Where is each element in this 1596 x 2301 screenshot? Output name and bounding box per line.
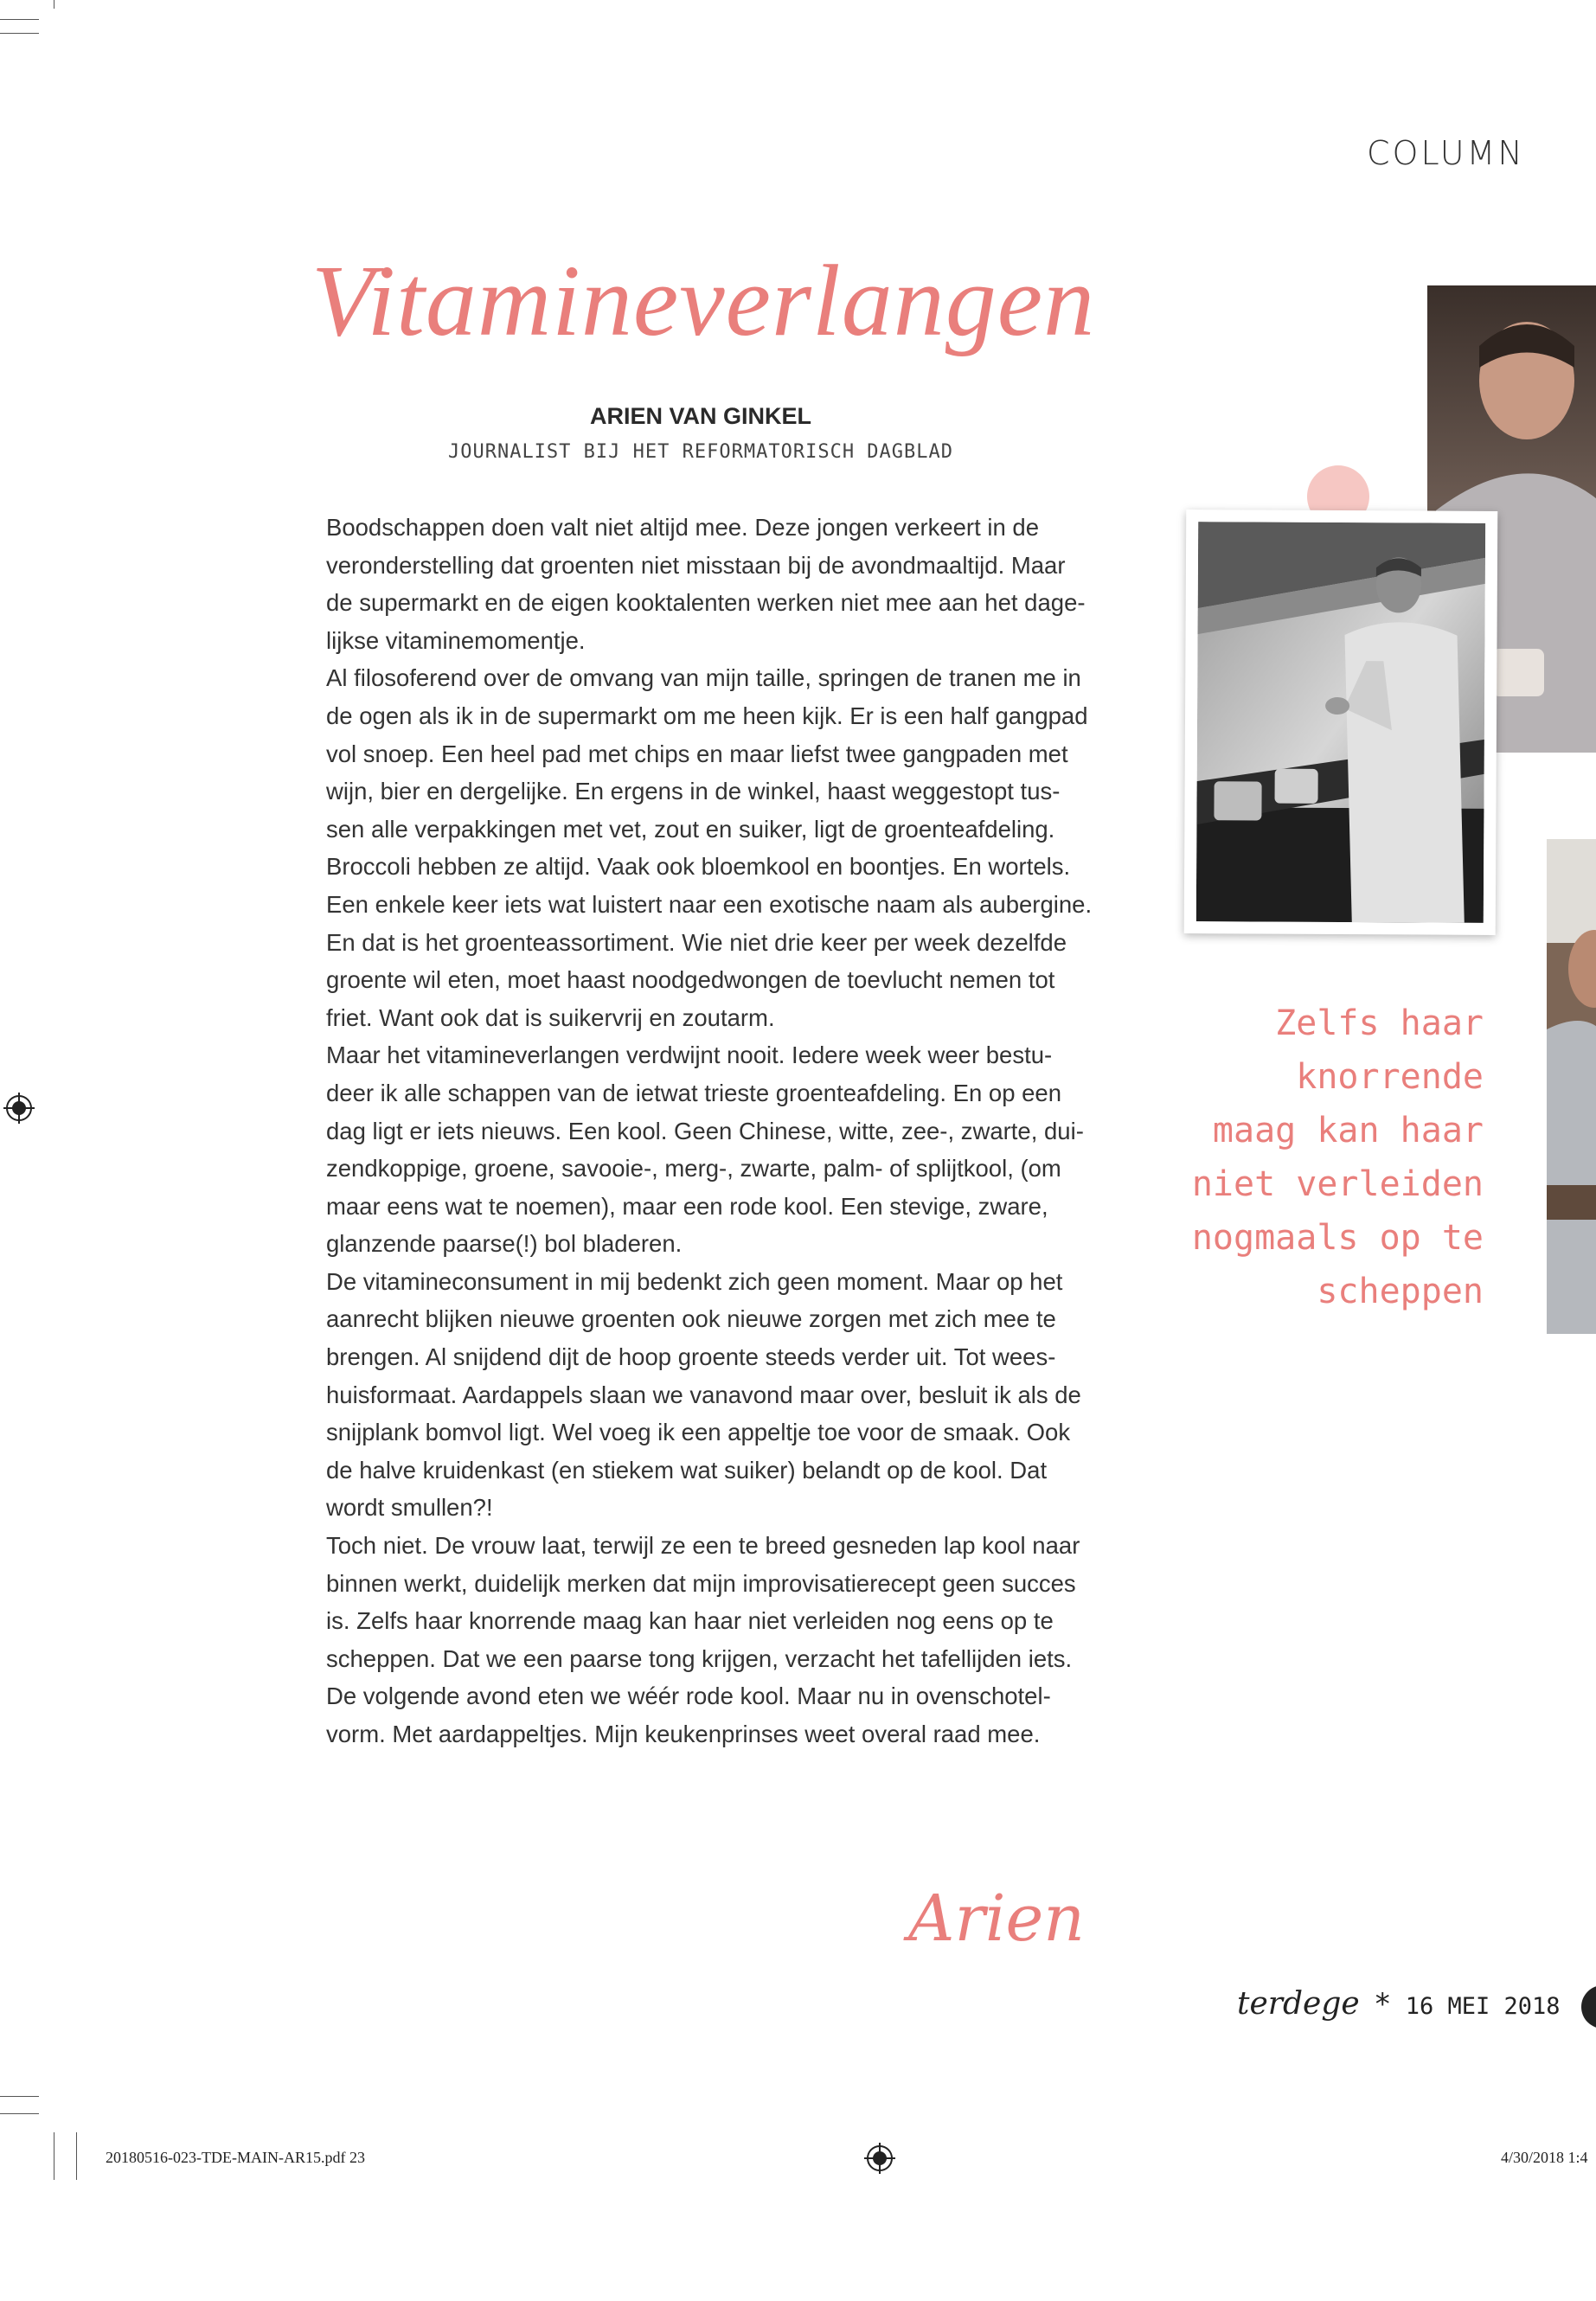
body-line: is. Zelfs haar knorrende maag kan haar niet verleiden nog eens op te (326, 1607, 1054, 1635)
body-line: de ogen als ik in de supermarkt om me heen kijk. Er is een half gangpad (326, 702, 1088, 729)
body-line: De volgende avond eten we wéér rode kool. Maar nu in ovenschotel- (326, 1682, 1051, 1710)
body-line: huisformaat. Aardappels slaan we vanavond maar over, besluit ik als de (326, 1381, 1081, 1408)
body-line: zendkoppige, groene, savooie-, merg-, zwarte, palm- of splijtkool, (om (326, 1155, 1061, 1183)
body-line: dag ligt er iets nieuws. Een kool. Geen Chinese, witte, zee-, zwarte, dui- (326, 1117, 1084, 1144)
body-line: maar eens wat te noemen), maar een rode kool. Een stevige, zware, (326, 1192, 1048, 1220)
page-number-badge (1581, 1985, 1596, 2029)
print-file-info: 20180516-023-TDE-MAIN-AR15.pdf 23 (106, 2149, 365, 2166)
author-name: ARIEN VAN GINKEL (589, 403, 811, 429)
page-footer (1237, 1986, 1561, 2022)
body-line: binnen werkt, duidelijk merken dat mijn improvisatierecept geen succes (326, 1569, 1076, 1597)
body-line: lijkse vitaminemomentje. (326, 626, 586, 654)
photo-frame (1184, 510, 1498, 935)
body-line: scheppen. Dat we een paarse tong krijgen, verzacht het tafellijden iets. (326, 1644, 1073, 1672)
body-line: glanzende paarse(!) bol bladeren. (326, 1230, 683, 1258)
body-line: aanrecht blijken nieuwe groenten ook nieuwe zorgen met zich mee te (326, 1305, 1056, 1333)
crop-mark (0, 2113, 39, 2114)
article-body (326, 509, 1096, 1753)
body-line: De vitamineconsument in mij bedenkt zich geen moment. Maar op het (326, 1267, 1063, 1295)
body-line: deer ik alle schappen van de ietwat trieste groenteafdeling. En op een (326, 1079, 1062, 1106)
body-line: groente wil eten, moet haast noodgedwongen de toevlucht nemen tot (326, 966, 1055, 994)
body-line: vorm. Met aardappeltjes. Mijn keukenprinses weet overal raad mee. (326, 1721, 1041, 1747)
body-line: wijn, bier en dergelijke. En ergens in de winkel, haast weggestopt tus- (326, 778, 1061, 805)
crop-mark (0, 19, 39, 20)
body-line: Broccoli hebben ze altijd. Vaak ook bloemkool en boontjes. En wortels. (326, 853, 1071, 881)
body-line: wordt smullen?! (326, 1494, 493, 1522)
body-line: Een enkele keer iets wat luistert naar een exotische naam als aubergine. (326, 890, 1093, 918)
footer-separator: * (1375, 1987, 1390, 2022)
body-line: snijplank bomvol ligt. Wel voeg ik een appeltje toe voor de smaak. Ook (326, 1419, 1071, 1446)
body-line: En dat is het groenteassortiment. Wie niet drie keer per week dezelfde (326, 928, 1067, 956)
kitchen-photo (1196, 522, 1485, 923)
body-line: sen alle verpakkingen met vet, zout en suiker, ligt de groenteafdeling. (326, 815, 1055, 843)
author-signature: Arien (908, 1881, 1085, 1956)
crop-mark (0, 33, 39, 34)
print-timestamp: 4/30/2018 1:4 (1501, 2149, 1588, 2166)
body-line: brengen. Al snijdend dijt de hoop groente steeds verder uit. Tot wees- (326, 1343, 1056, 1371)
registration-mark-icon (3, 1093, 35, 1124)
body-line: Boodschappen doen valt niet altijd mee. Deze jongen verkeert in de (326, 514, 1040, 541)
body-line: friet. Want ook dat is suikervrij en zoutarm. (326, 1003, 775, 1031)
body-line: veronderstelling dat groenten niet misstaan bij de avondmaaltijd. Maar (326, 551, 1066, 579)
registration-mark-icon (864, 2143, 895, 2174)
body-line: de halve kruidenkast (en stiekem wat suiker) belandt op de kool. Dat (326, 1456, 1048, 1484)
body-line: Maar het vitamineverlangen verdwijnt nooit. Iedere week weer bestu- (326, 1042, 1053, 1069)
photo-icon (1547, 839, 1596, 1334)
body-line: de supermarkt en de eigen kooktalenten werken niet mee aan het dage- (326, 589, 1086, 617)
author-role: JOURNALIST BIJ HET REFORMATORISCH DAGBLAD (447, 441, 954, 463)
photo-right-bottom (1547, 839, 1596, 1334)
body-line: Toch niet. De vrouw laat, terwijl ze een te breed gesneden lap kool naar (326, 1532, 1080, 1560)
section-label: COLUMN (1367, 134, 1525, 172)
photo-icon (1196, 522, 1485, 923)
article-title: Vitamineverlangen (311, 244, 1096, 357)
body-line: Al filosoferend over de omvang van mijn taille, springen de tranen me in (326, 664, 1081, 692)
body-line: vol snoep. Een heel pad met chips en maar liefst twee gangpaden met (326, 740, 1068, 767)
pull-quote: Zelfs haar knorrende maag kan haar niet verleiden nogmaals op te scheppen (1191, 1003, 1484, 1311)
crop-mark (76, 2132, 77, 2180)
crop-mark (0, 2096, 39, 2097)
magazine-brand: terdege (1237, 1986, 1360, 2022)
issue-date: 16 MEI 2018 (1405, 1993, 1561, 2020)
